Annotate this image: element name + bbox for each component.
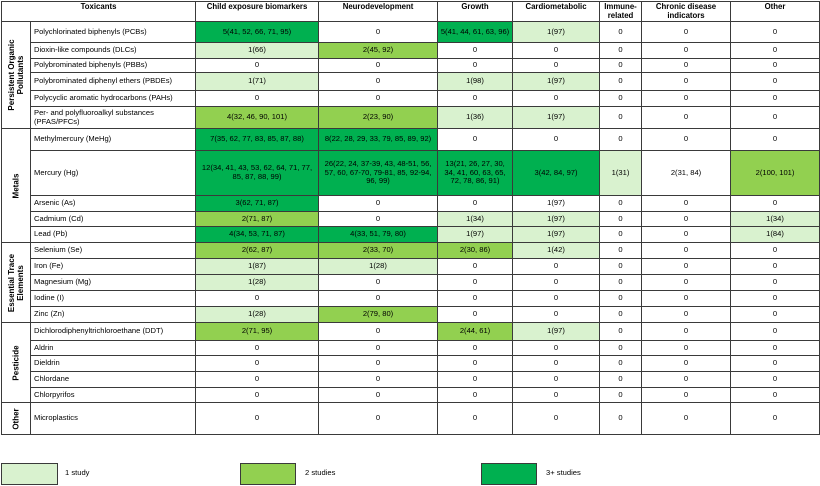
legend-swatch-2-studies xyxy=(240,463,296,485)
study-count-cell: 0 xyxy=(513,291,600,307)
study-count-cell: 0 xyxy=(196,341,319,356)
group-cell xyxy=(2,403,31,435)
study-count-cell: 0 xyxy=(731,73,820,91)
study-count-cell: 0 xyxy=(319,59,438,73)
table-row xyxy=(2,388,820,403)
study-count-cell: 0 xyxy=(319,91,438,107)
study-count-cell: 0 xyxy=(319,196,438,212)
study-count-cell: 1(28) xyxy=(196,275,319,291)
study-count-cell: 1(28) xyxy=(319,259,438,275)
study-count-cell: 0 xyxy=(600,243,642,259)
study-count-cell: 2(71, 95) xyxy=(196,323,319,341)
study-count-cell: 1(97) xyxy=(513,196,600,212)
study-count-cell: 0 xyxy=(196,372,319,388)
study-count-cell: 0 xyxy=(731,307,820,323)
study-count-cell: 0 xyxy=(319,403,438,435)
toxicant-name: Lead (Pb) xyxy=(31,227,196,243)
study-count-cell: 0 xyxy=(196,291,319,307)
study-count-cell: 0 xyxy=(600,275,642,291)
study-count-cell: 7(35, 62, 77, 83, 85, 87, 88) xyxy=(196,129,319,151)
study-count-cell: 0 xyxy=(513,129,600,151)
study-count-cell: 0 xyxy=(319,341,438,356)
table-row xyxy=(2,243,820,259)
group-cell xyxy=(2,323,31,403)
study-count-cell: 0 xyxy=(731,43,820,59)
study-count-cell: 0 xyxy=(642,196,731,212)
study-count-cell: 0 xyxy=(731,107,820,129)
study-count-cell: 0 xyxy=(642,275,731,291)
toxicant-name: Zinc (Zn) xyxy=(31,307,196,323)
group-cell xyxy=(2,22,31,129)
study-count-cell: 0 xyxy=(513,43,600,59)
study-count-cell: 0 xyxy=(600,372,642,388)
study-count-cell: 2(62, 87) xyxy=(196,243,319,259)
toxicant-name: Iodine (I) xyxy=(31,291,196,307)
group-label: Metals xyxy=(11,173,21,198)
study-count-cell: 0 xyxy=(513,388,600,403)
study-count-cell: 1(66) xyxy=(196,43,319,59)
study-count-cell: 3(42, 84, 97) xyxy=(513,151,600,196)
study-count-cell: 0 xyxy=(438,59,513,73)
table-row xyxy=(2,151,820,196)
study-count-cell: 0 xyxy=(438,307,513,323)
study-count-cell: 0 xyxy=(438,341,513,356)
table-row xyxy=(2,372,820,388)
study-count-cell: 0 xyxy=(600,43,642,59)
study-count-cell: 1(84) xyxy=(731,227,820,243)
study-count-cell: 0 xyxy=(600,129,642,151)
group-cell xyxy=(2,243,31,323)
study-count-cell: 0 xyxy=(642,291,731,307)
table-row xyxy=(2,91,820,107)
table-row xyxy=(2,275,820,291)
study-count-cell: 0 xyxy=(513,307,600,323)
study-count-cell: 0 xyxy=(196,356,319,372)
study-count-cell: 0 xyxy=(513,259,600,275)
group-label: Persistent Organic Pollutants xyxy=(7,39,25,111)
column-header: Other xyxy=(731,2,820,22)
study-count-cell: 1(42) xyxy=(513,243,600,259)
toxicant-name: Mercury (Hg) xyxy=(31,151,196,196)
study-count-cell: 2(30, 86) xyxy=(438,243,513,259)
study-count-cell: 1(97) xyxy=(513,73,600,91)
legend-label-3-plus-studies: 3+ studies xyxy=(546,468,581,477)
study-count-cell: 0 xyxy=(642,22,731,43)
study-count-cell: 0 xyxy=(731,259,820,275)
study-count-cell: 0 xyxy=(319,73,438,91)
study-count-cell: 0 xyxy=(600,73,642,91)
study-count-cell: 0 xyxy=(600,212,642,227)
study-count-cell: 0 xyxy=(642,372,731,388)
study-count-cell: 1(97) xyxy=(513,107,600,129)
toxicant-name: Microplastics xyxy=(31,403,196,435)
table-row xyxy=(2,196,820,212)
group-cell xyxy=(2,129,31,243)
study-count-cell: 0 xyxy=(731,275,820,291)
study-count-cell: 0 xyxy=(319,22,438,43)
toxicant-name: Dichlorodiphenyltrichloroethane (DDT) xyxy=(31,323,196,341)
study-count-cell: 0 xyxy=(319,372,438,388)
toxicant-name: Per- and polyfluoroalkyl substances (PFAS/PFCs) xyxy=(31,107,196,129)
table-row xyxy=(2,307,820,323)
toxicant-name: Magnesium (Mg) xyxy=(31,275,196,291)
study-count-cell: 1(98) xyxy=(438,73,513,91)
table-row xyxy=(2,403,820,435)
group-label: Other xyxy=(11,407,21,430)
table-row xyxy=(2,107,820,129)
study-count-cell: 0 xyxy=(642,59,731,73)
study-count-cell: 0 xyxy=(600,307,642,323)
table-row xyxy=(2,22,820,43)
toxicant-name: Iron (Fe) xyxy=(31,259,196,275)
study-count-cell: 0 xyxy=(600,196,642,212)
study-count-cell: 0 xyxy=(731,291,820,307)
column-header: Immune-related xyxy=(600,2,642,22)
study-count-cell: 1(71) xyxy=(196,73,319,91)
study-count-cell: 0 xyxy=(513,91,600,107)
study-count-cell: 2(100, 101) xyxy=(731,151,820,196)
study-count-cell: 4(32, 46, 90, 101) xyxy=(196,107,319,129)
study-count-cell: 0 xyxy=(438,43,513,59)
group-label: Essential Trace Elements xyxy=(7,253,25,312)
table-row xyxy=(2,59,820,73)
study-count-cell: 2(23, 90) xyxy=(319,107,438,129)
toxicant-name: Chlordane xyxy=(31,372,196,388)
legend-label-2-studies: 2 studies xyxy=(305,468,336,477)
toxicant-name: Polybrominated biphenyls (PBBs) xyxy=(31,59,196,73)
study-count-cell: 12(34, 41, 43, 53, 62, 64, 71, 77, 85, 87, 88, 99) xyxy=(196,151,319,196)
study-count-cell: 0 xyxy=(642,212,731,227)
study-count-cell: 0 xyxy=(600,227,642,243)
toxicant-name: Arsenic (As) xyxy=(31,196,196,212)
study-count-cell: 0 xyxy=(731,22,820,43)
study-count-cell: 0 xyxy=(642,341,731,356)
study-count-cell: 0 xyxy=(438,388,513,403)
table-row xyxy=(2,341,820,356)
study-count-cell: 0 xyxy=(438,91,513,107)
toxicant-name: Methylmercury (MeHg) xyxy=(31,129,196,151)
column-header: Growth xyxy=(438,2,513,22)
column-header: Neurodevelopment xyxy=(319,2,438,22)
study-count-cell: 0 xyxy=(731,196,820,212)
study-count-cell: 1(97) xyxy=(513,227,600,243)
study-count-cell: 4(33, 51, 79, 80) xyxy=(319,227,438,243)
study-count-cell: 0 xyxy=(319,275,438,291)
study-count-cell: 0 xyxy=(642,43,731,59)
study-count-cell: 2(79, 80) xyxy=(319,307,438,323)
table-row xyxy=(2,43,820,59)
study-count-cell: 0 xyxy=(731,243,820,259)
legend-swatch-1-study xyxy=(1,463,58,485)
study-count-cell: 0 xyxy=(642,307,731,323)
study-count-cell: 13(21, 26, 27, 30, 34, 41, 60, 63, 65, 72, 78, 86, 91) xyxy=(438,151,513,196)
study-count-cell: 2(31, 84) xyxy=(642,151,731,196)
study-count-cell: 0 xyxy=(600,341,642,356)
toxicant-name: Dieldrin xyxy=(31,356,196,372)
study-count-cell: 1(87) xyxy=(196,259,319,275)
study-count-cell: 0 xyxy=(438,275,513,291)
study-count-cell: 5(41, 52, 66, 71, 95) xyxy=(196,22,319,43)
study-count-cell: 0 xyxy=(600,356,642,372)
study-count-cell: 0 xyxy=(513,356,600,372)
study-count-cell: 3(62, 71, 87) xyxy=(196,196,319,212)
study-count-cell: 2(44, 61) xyxy=(438,323,513,341)
column-header: Child exposure biomarkers xyxy=(196,2,319,22)
table-row xyxy=(2,323,820,341)
study-count-cell: 4(34, 53, 71, 87) xyxy=(196,227,319,243)
toxicant-name: Dioxin-like compounds (DLCs) xyxy=(31,43,196,59)
study-count-cell: 0 xyxy=(731,129,820,151)
study-count-cell: 0 xyxy=(600,403,642,435)
study-count-cell: 0 xyxy=(513,372,600,388)
study-count-cell: 2(71, 87) xyxy=(196,212,319,227)
study-count-cell: 1(34) xyxy=(438,212,513,227)
study-count-cell: 0 xyxy=(642,323,731,341)
study-count-cell: 0 xyxy=(642,91,731,107)
study-count-cell: 0 xyxy=(438,372,513,388)
study-count-cell: 0 xyxy=(513,275,600,291)
study-count-cell: 0 xyxy=(513,59,600,73)
study-count-cell: 0 xyxy=(642,356,731,372)
study-count-cell: 0 xyxy=(438,259,513,275)
study-count-cell: 0 xyxy=(600,388,642,403)
study-count-cell: 0 xyxy=(513,403,600,435)
table-row xyxy=(2,356,820,372)
study-count-cell: 0 xyxy=(438,196,513,212)
column-header: Chronic disease indicators xyxy=(642,2,731,22)
study-count-cell: 0 xyxy=(731,356,820,372)
study-count-cell: 0 xyxy=(319,388,438,403)
study-count-cell: 0 xyxy=(642,243,731,259)
study-count-cell: 0 xyxy=(196,403,319,435)
table-row xyxy=(2,129,820,151)
toxicant-name: Aldrin xyxy=(31,341,196,356)
study-count-cell: 0 xyxy=(731,372,820,388)
legend-swatch-3-plus-studies xyxy=(481,463,537,485)
toxicant-name: Polychlorinated biphenyls (PCBs) xyxy=(31,22,196,43)
study-count-cell: 0 xyxy=(196,388,319,403)
column-header: Cardiometabolic xyxy=(513,2,600,22)
study-count-cell: 0 xyxy=(319,323,438,341)
study-count-cell: 0 xyxy=(731,403,820,435)
study-count-cell: 0 xyxy=(438,356,513,372)
study-count-cell: 0 xyxy=(731,59,820,73)
table-row xyxy=(2,259,820,275)
study-count-cell: 5(41, 44, 61, 63, 96) xyxy=(438,22,513,43)
table-row xyxy=(2,212,820,227)
study-count-cell: 1(97) xyxy=(438,227,513,243)
study-count-cell: 0 xyxy=(642,388,731,403)
study-count-cell: 2(45, 92) xyxy=(319,43,438,59)
toxicant-name: Selenium (Se) xyxy=(31,243,196,259)
study-count-cell: 0 xyxy=(600,259,642,275)
toxicant-name: Chlorpyrifos xyxy=(31,388,196,403)
evidence-table xyxy=(1,1,820,435)
study-count-cell: 0 xyxy=(600,107,642,129)
study-count-cell: 1(97) xyxy=(513,212,600,227)
toxicant-name: Cadmium (Cd) xyxy=(31,212,196,227)
study-count-cell: 0 xyxy=(642,259,731,275)
study-count-cell: 0 xyxy=(196,91,319,107)
study-count-cell: 0 xyxy=(196,59,319,73)
study-count-cell: 0 xyxy=(600,291,642,307)
study-count-cell: 0 xyxy=(600,22,642,43)
study-count-cell: 1(97) xyxy=(513,22,600,43)
study-count-cell: 0 xyxy=(731,341,820,356)
table-row xyxy=(2,227,820,243)
table-row xyxy=(2,73,820,91)
study-count-cell: 2(33, 70) xyxy=(319,243,438,259)
study-count-cell: 26(22, 24, 37-39, 43, 48-51, 56, 57, 60, 67-70, 79-81, 85, 92-94, 96, 99) xyxy=(319,151,438,196)
study-count-cell: 0 xyxy=(642,129,731,151)
study-count-cell: 1(36) xyxy=(438,107,513,129)
study-count-cell: 0 xyxy=(642,107,731,129)
group-label: Pesticide xyxy=(11,344,21,381)
study-count-cell: 0 xyxy=(513,341,600,356)
header-row xyxy=(2,2,820,22)
study-count-cell: 0 xyxy=(731,323,820,341)
study-count-cell: 0 xyxy=(731,91,820,107)
study-count-cell: 1(97) xyxy=(513,323,600,341)
study-count-cell: 1(34) xyxy=(731,212,820,227)
study-count-cell: 0 xyxy=(600,59,642,73)
study-count-cell: 0 xyxy=(438,129,513,151)
study-count-cell: 1(28) xyxy=(196,307,319,323)
study-count-cell: 0 xyxy=(642,403,731,435)
study-count-cell: 0 xyxy=(438,403,513,435)
study-count-cell: 8(22, 28, 29, 33, 79, 85, 89, 92) xyxy=(319,129,438,151)
study-count-cell: 0 xyxy=(319,291,438,307)
study-count-cell: 0 xyxy=(438,291,513,307)
toxicant-name: Polybrominated diphenyl ethers (PBDEs) xyxy=(31,73,196,91)
study-count-cell: 1(31) xyxy=(600,151,642,196)
study-count-cell: 0 xyxy=(319,356,438,372)
column-header: Toxicants xyxy=(2,2,196,22)
study-count-cell: 0 xyxy=(731,388,820,403)
study-count-cell: 0 xyxy=(600,323,642,341)
toxicant-name: Polycyclic aromatic hydrocarbons (PAHs) xyxy=(31,91,196,107)
table-row xyxy=(2,291,820,307)
study-count-cell: 0 xyxy=(319,212,438,227)
study-count-cell: 0 xyxy=(642,73,731,91)
study-count-cell: 0 xyxy=(600,91,642,107)
study-count-cell: 0 xyxy=(642,227,731,243)
legend-label-1-study: 1 study xyxy=(65,468,90,477)
